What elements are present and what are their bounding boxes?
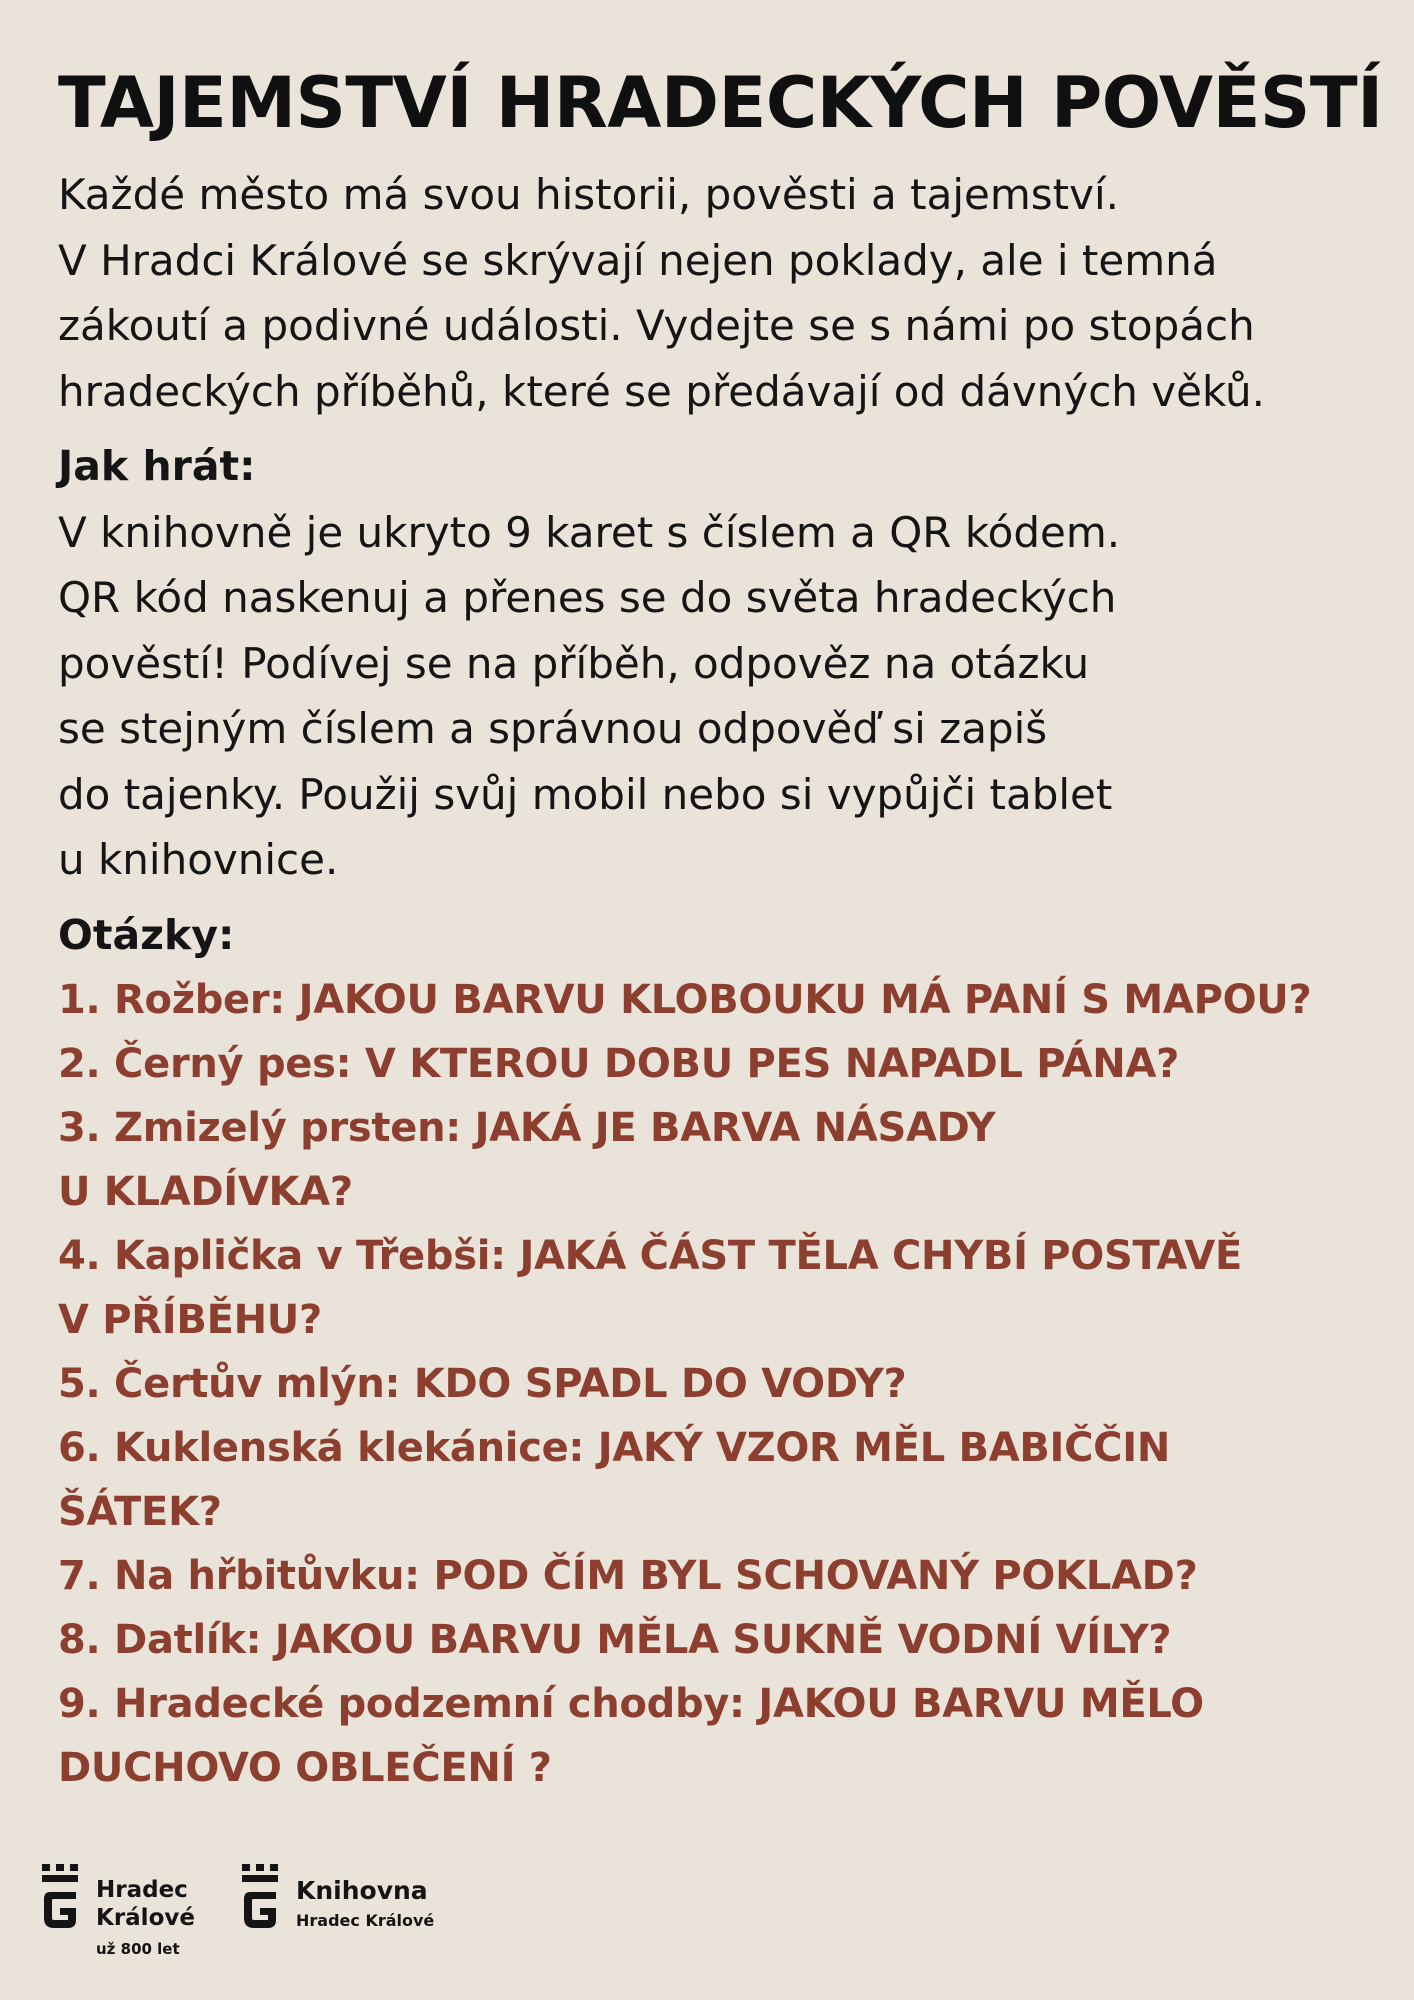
question-line: V PŘÍBĚHU?: [58, 1297, 322, 1343]
how-to-play-line: QR kód naskenuj a přenes se do světa hradeckých: [58, 573, 1117, 622]
how-to-play-line: pověstí! Podívej se na příběh, odpověz na otázku: [58, 638, 1090, 688]
how-to-play-line: V knihovně je ukryto 9 karet s číslem a QR kódem.: [58, 507, 1121, 557]
library-logo-line1: Knihovna: [296, 1876, 428, 1905]
crown-g-logo-icon: [40, 1862, 80, 1932]
library-logo-line2: Hradec Králové: [296, 1911, 435, 1930]
how-to-play-section: [58, 434, 1368, 893]
question-line: 3. Zmizelý prsten: JAKÁ JE BARVA NÁSADY: [58, 1105, 996, 1151]
questions-heading: Otázky:: [58, 910, 235, 959]
intro-paragraph: [58, 162, 1368, 424]
question-line: 2. Černý pes: V KTEROU DOBU PES NAPADL PÁNA?: [58, 1041, 1179, 1087]
question-line: 7. Na hřbitůvku: POD ČÍM BYL SCHOVANÝ POKLAD?: [58, 1553, 1198, 1599]
intro-line: V Hradci Králové se skrývají nejen poklady, ale i temná: [58, 235, 1218, 285]
intro-line: Každé město má svou historii, pověsti a tajemství.: [58, 170, 1119, 219]
intro-line: hradeckých příběhů, které se předávají od dávných věků.: [58, 366, 1265, 416]
how-to-play-line: se stejným číslem a správnou odpověď si zapiš: [58, 704, 1048, 753]
city-logo-tagline: už 800 let: [96, 1940, 180, 1958]
footer-logos: [40, 1862, 640, 1972]
how-to-play-line: do tajenky. Použij svůj mobil nebo si vypůjči tablet: [58, 769, 1113, 819]
city-logo-text: [96, 1876, 195, 1932]
how-to-play-heading: Jak hrát:: [58, 442, 256, 490]
questions-section: [58, 903, 1368, 1801]
question-line: DUCHOVO OBLEČENÍ ?: [58, 1745, 552, 1791]
library-logo-text: [296, 1876, 434, 1936]
question-line: 5. Čertův mlýn: KDO SPADL DO VODY?: [58, 1361, 907, 1407]
city-logo-line2: Králové: [96, 1905, 195, 1931]
intro-line: zákoutí a podivné události. Vydejte se s námi po stopách: [58, 301, 1255, 350]
question-line: 4. Kaplička v Třebši: JAKÁ ČÁST TĚLA CHYBÍ POSTAVĚ: [58, 1233, 1243, 1279]
page-title: TAJEMSTVÍ HRADECKÝCH POVĚSTÍ: [58, 62, 1383, 144]
question-line: 1. Rožber: JAKOU BARVU KLOBOUKU MÁ PANÍ S MAPOU?: [58, 977, 1312, 1023]
crown-g-logo-icon: [240, 1862, 280, 1932]
poster: [58, 58, 1383, 1800]
how-to-play-line: u knihovnice.: [58, 835, 339, 884]
question-line: 9. Hradecké podzemní chodby: JAKOU BARVU MĚLO: [58, 1681, 1204, 1727]
question-line: 6. Kuklenská klekánice: JAKÝ VZOR MĚL BABIČČIN: [58, 1425, 1171, 1471]
city-logo-line1: Hradec: [96, 1877, 188, 1903]
question-line: 8. Datlík: JAKOU BARVU MĚLA SUKNĚ VODNÍ VÍLY?: [58, 1617, 1172, 1663]
question-line: U KLADÍVKA?: [58, 1169, 353, 1215]
question-line: ŠÁTEK?: [58, 1489, 222, 1535]
